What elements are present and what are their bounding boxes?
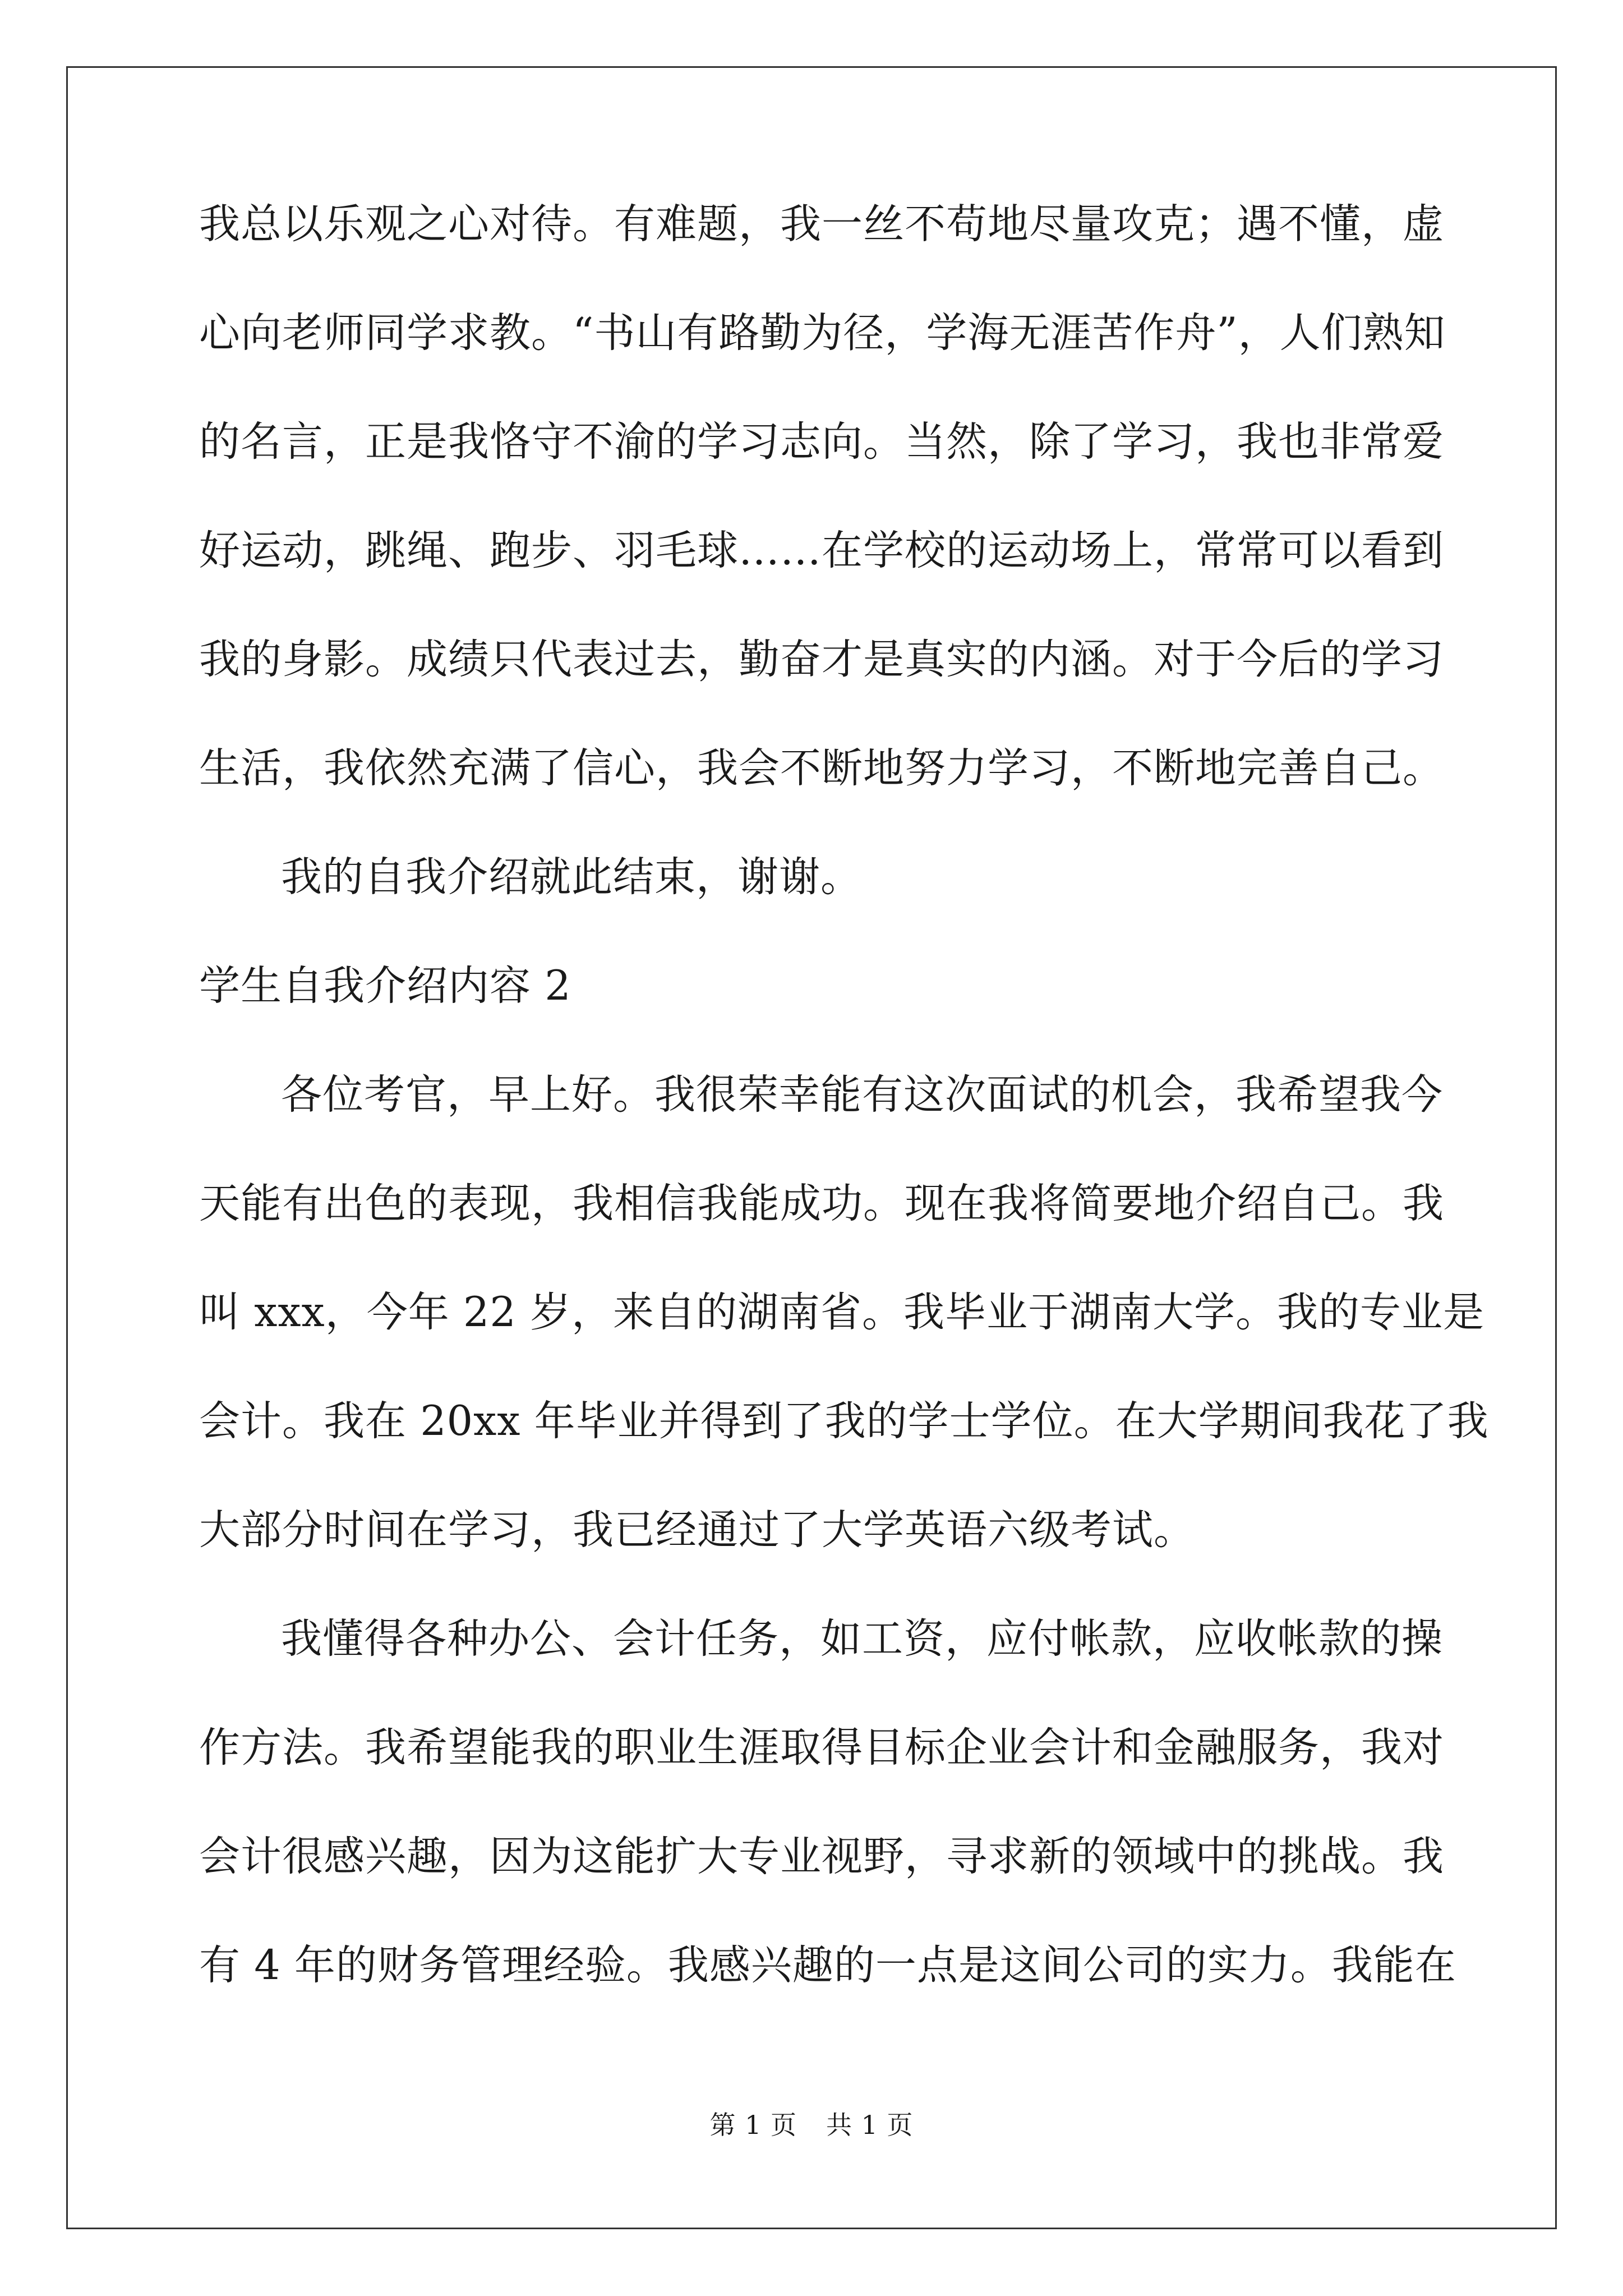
text-line-6: 生活，我依然充满了信心，我会不断地努力学习，不断地完善自己。 — [199, 744, 1444, 792]
text-line-4: 好运动，跳绳、跑步、羽毛球……在学校的运动场上，常常可以看到 — [199, 527, 1444, 574]
text-line-2: 心向老师同学求教。“书山有路勤为径，学海无涯苦作舟”，人们熟知 — [199, 309, 1446, 357]
text-line-16: 会计很感兴趣，因为这能扩大专业视野，寻求新的领域中的挑战。我 — [199, 1833, 1444, 1880]
section-heading: 学生自我介绍内容 2 — [199, 962, 571, 1010]
text-line-14: 我懂得各种办公、会计任务，如工资，应付帐款，应收帐款的操 — [281, 1615, 1443, 1663]
text-line-11: 叫 xxx，今年 22 岁，来自的湖南省。我毕业于湖南大学。我的专业是 — [199, 1289, 1485, 1336]
text-line-9: 各位考官，早上好。我很荣幸能有这次面试的机会，我希望我今 — [281, 1071, 1443, 1119]
text-line-3: 的名言，正是我恪守不渝的学习志向。当然，除了学习，我也非常爱 — [199, 418, 1444, 466]
document-body — [199, 197, 1489, 2047]
page-number-current: 第 1 页 — [709, 2110, 797, 2140]
page-number-total: 共 1 页 — [826, 2110, 914, 2140]
text-line-10: 天能有出色的表现，我相信我能成功。现在我将简要地介绍自己。我 — [199, 1180, 1444, 1227]
text-line-5: 我的身影。成绩只代表过去，勤奋才是真实的内涵。对于今后的学习 — [199, 636, 1444, 683]
text-line-17: 有 4 年的财务管理经验。我感兴趣的一点是这间公司的实力。我能在 — [199, 1941, 1456, 1989]
text-line-15: 作方法。我希望能我的职业生涯取得目标企业会计和金融服务，我对 — [199, 1724, 1444, 1772]
page-footer — [0, 2108, 1623, 2142]
text-line-1: 我总以乐观之心对待。有难题，我一丝不苟地尽量攻克；遇不懂，虚 — [199, 200, 1444, 248]
text-line-12: 会计。我在 20xx 年毕业并得到了我的学士学位。在大学期间我花了我 — [199, 1397, 1489, 1445]
text-line-13: 大部分时间在学习，我已经通过了大学英语六级考试。 — [199, 1506, 1195, 1554]
closing-paragraph: 我的自我介绍就此结束，谢谢。 — [281, 853, 862, 901]
